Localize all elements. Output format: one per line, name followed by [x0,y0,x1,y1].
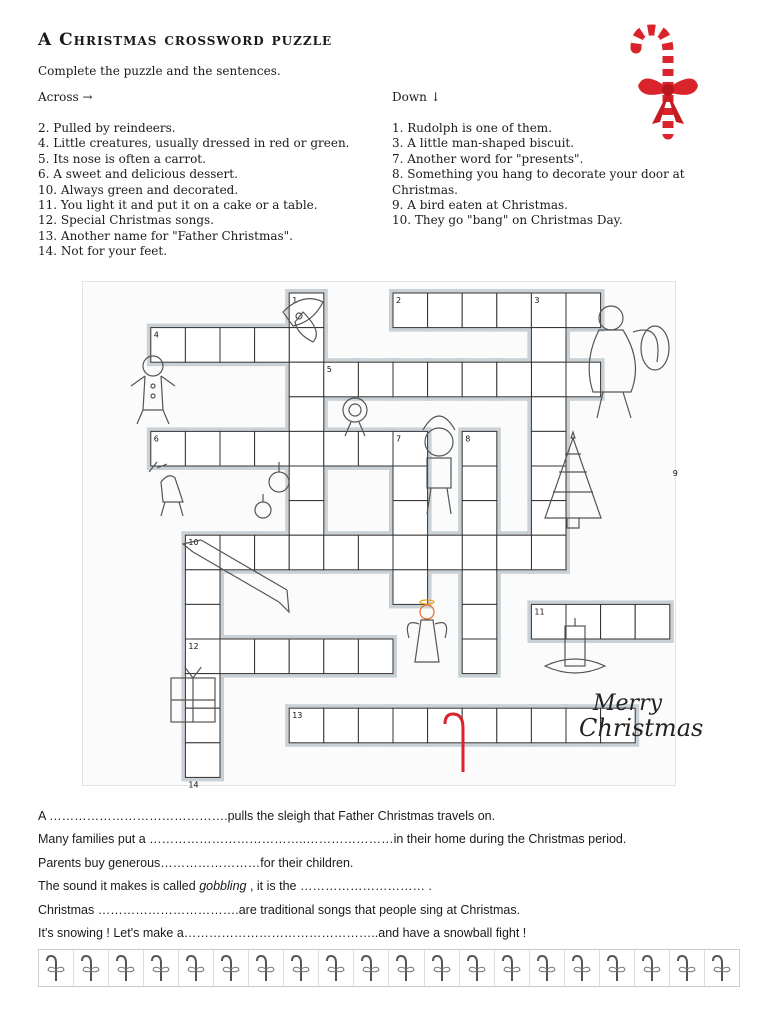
crossword-grid-svg [83,282,704,790]
crossword-cell[interactable] [289,501,324,536]
crossword-cell[interactable] [358,431,393,466]
crossword-cell[interactable] [324,639,359,674]
crossword-cell[interactable] [358,535,393,570]
crossword-cell[interactable] [531,397,566,432]
crossword-cell[interactable] [220,431,255,466]
border-candy-cane-icon [144,950,179,986]
instructions: Complete the puzzle and the sentences. [38,64,281,78]
crossword-cell[interactable] [220,639,255,674]
crossword-cell[interactable] [428,362,463,397]
crossword-cell[interactable] [601,604,636,639]
border-candy-cane-icon [670,950,705,986]
crossword-cell[interactable] [289,535,324,570]
border-candy-cane-icon [425,950,460,986]
crossword-cell[interactable] [531,431,566,466]
angel-icon [407,600,446,662]
border-candy-cane-icon [109,950,144,986]
clue-number: 13 [292,711,303,721]
clue-number: 2 [396,296,402,305]
crossword-cell[interactable] [289,431,324,466]
border-candy-cane-icon [635,950,670,986]
crossword-cell[interactable] [531,328,566,363]
crossword-cell[interactable] [393,570,428,605]
crossword-cell[interactable] [462,570,497,605]
clue-number: 11 [534,607,545,617]
crossword-cell[interactable] [220,328,255,363]
border-candy-cane-icon [179,950,214,986]
sentence-4-end: , it is the ………………………… . [246,879,432,893]
merry-christmas-logo [579,691,703,742]
reindeer-icon [149,462,183,516]
border-candy-cane-icon [354,950,389,986]
crossword-cell[interactable] [220,535,255,570]
crossword-cell[interactable] [289,362,324,397]
crossword-cell[interactable] [531,535,566,570]
crossword-cell[interactable] [462,604,497,639]
border-candy-cane-icon [74,950,109,986]
sentence-6: It's snowing ! Let's make a………………………………………..and have a snowball fight ! [38,926,527,940]
clue-number: 14 [188,780,199,790]
crossword-cell[interactable] [462,535,497,570]
border-candy-cane-icon [249,950,284,986]
crossword-cell[interactable] [462,466,497,501]
border-candy-cane-icon [389,950,424,986]
crossword-grid [82,281,704,790]
crossword-cell[interactable] [462,501,497,536]
crossword-cell[interactable] [497,362,532,397]
crossword-cell[interactable] [462,293,497,328]
sentence-5: Christmas …………………………….are traditional songs that people sing at Christmas. [38,903,521,917]
christmas-text: Christmas [579,714,704,742]
border-candy-cane-icon [460,950,495,986]
border-candy-cane-icon [39,950,74,986]
clue-number: 5 [326,365,332,375]
border-candy-cane-icon [214,950,249,986]
down-clue: 7. Another word for "presents". [392,151,584,166]
crossword-cell[interactable] [497,535,532,570]
across-clue: 13. Another name for "Father Christmas". [38,228,293,243]
down-clue: 10. They go "bang" on Christmas Day. [392,213,623,228]
crossword-cell[interactable] [185,328,220,363]
down-heading: Down ↓ [392,90,441,104]
across-clue: 6. A sweet and delicious dessert. [38,167,238,182]
crossword-cell[interactable] [255,639,290,674]
down-clue: Christmas. [392,182,458,197]
crossword-cell[interactable] [289,397,324,432]
across-heading: Across → [38,90,93,104]
crossword-cell[interactable] [497,708,532,743]
crossword-cell[interactable] [393,362,428,397]
crossword-cell[interactable] [393,501,428,536]
across-clue: 10. Always green and decorated. [38,182,239,197]
sentence-1: A …………………………………….pulls the sleigh that Father Christmas travels on. [38,809,496,823]
border-candy-cane-icon [705,950,739,986]
border-candy-cane-icon [319,950,354,986]
crossword-cell[interactable] [393,708,428,743]
crossword-cell[interactable] [255,431,290,466]
crossword-cell[interactable] [393,535,428,570]
clue-number: 9 [672,469,678,478]
crossword-cell[interactable] [428,535,463,570]
down-clue: 9. A bird eaten at Christmas. [392,198,568,213]
crossword-cell[interactable] [324,708,359,743]
crossword-cell[interactable] [289,466,324,501]
crossword-cell[interactable] [462,708,497,743]
crossword-cell[interactable] [497,293,532,328]
across-clue: 5. Its nose is often a carrot. [38,151,206,166]
across-clue: 12. Special Christmas songs. [38,213,215,228]
crossword-cell[interactable] [289,639,324,674]
clue-number: 10 [188,538,199,548]
crossword-cell[interactable] [185,604,220,639]
bauble-icon [255,462,289,518]
crossword-cell[interactable] [393,466,428,501]
crossword-cell[interactable] [635,604,670,639]
across-clue: 4. Little creatures, usually dressed in red or green. [38,136,350,151]
down-clue: 8. Something you hang to decorate your door at [392,167,685,182]
candy-cane-icon [624,22,700,142]
crossword-cell[interactable] [185,431,220,466]
down-clue: 1. Rudolph is one of them. [392,121,553,135]
crossword-cell[interactable] [566,293,601,328]
across-clues-list [38,121,349,260]
crossword-cell[interactable] [462,639,497,674]
crossword-cell[interactable] [289,328,324,363]
border-candy-cane-icon [495,950,530,986]
candy-cane-border [38,949,740,987]
page-title: A Christmas crossword puzzle [38,30,333,50]
across-clue: 11. You light it and put it on a cake or a table. [38,198,318,213]
crossword-cell[interactable] [324,535,359,570]
merry-text: Merry [593,691,663,716]
crossword-cell[interactable] [324,431,359,466]
crossword-cell[interactable] [185,743,220,778]
crossword-cell[interactable] [531,362,566,397]
clue-number: 12 [188,642,199,651]
crossword-cell[interactable] [358,362,393,397]
down-clue: 3. A little man-shaped biscuit. [392,136,575,151]
crossword-cell[interactable] [255,535,290,570]
crossword-cell[interactable] [566,604,601,639]
clue-number: 3 [534,296,540,305]
crossword-cell[interactable] [428,293,463,328]
clue-number: 4 [153,330,159,340]
across-clue: 2. Pulled by reindeers. [38,121,176,135]
clue-number: 1 [292,296,298,305]
crossword-cell[interactable] [358,708,393,743]
sentence-3: Parents buy generous……………………for their children. [38,856,354,870]
sentence-2: Many families put a ………………………………..…………………in their home during the Christmas period. [38,832,627,846]
sentence-4 [38,879,432,893]
across-clue: 14. Not for your feet. [38,244,168,259]
border-candy-cane-icon [565,950,600,986]
border-candy-cane-icon [284,950,319,986]
sentence-4-italic: gobbling [199,879,247,893]
border-candy-cane-icon [530,950,565,986]
gingerbread-man-icon [131,356,175,424]
crossword-cell[interactable] [358,639,393,674]
border-candy-cane-icon [600,950,635,986]
crossword-cell[interactable] [185,570,220,605]
clue-number: 6 [153,434,159,444]
crossword-cell[interactable] [531,708,566,743]
clue-number: 7 [396,434,402,444]
crossword-cell[interactable] [462,362,497,397]
crossword-cell[interactable] [255,328,290,363]
sentence-4-start: The sound it makes is called [38,879,200,893]
clue-number: 8 [465,434,471,444]
